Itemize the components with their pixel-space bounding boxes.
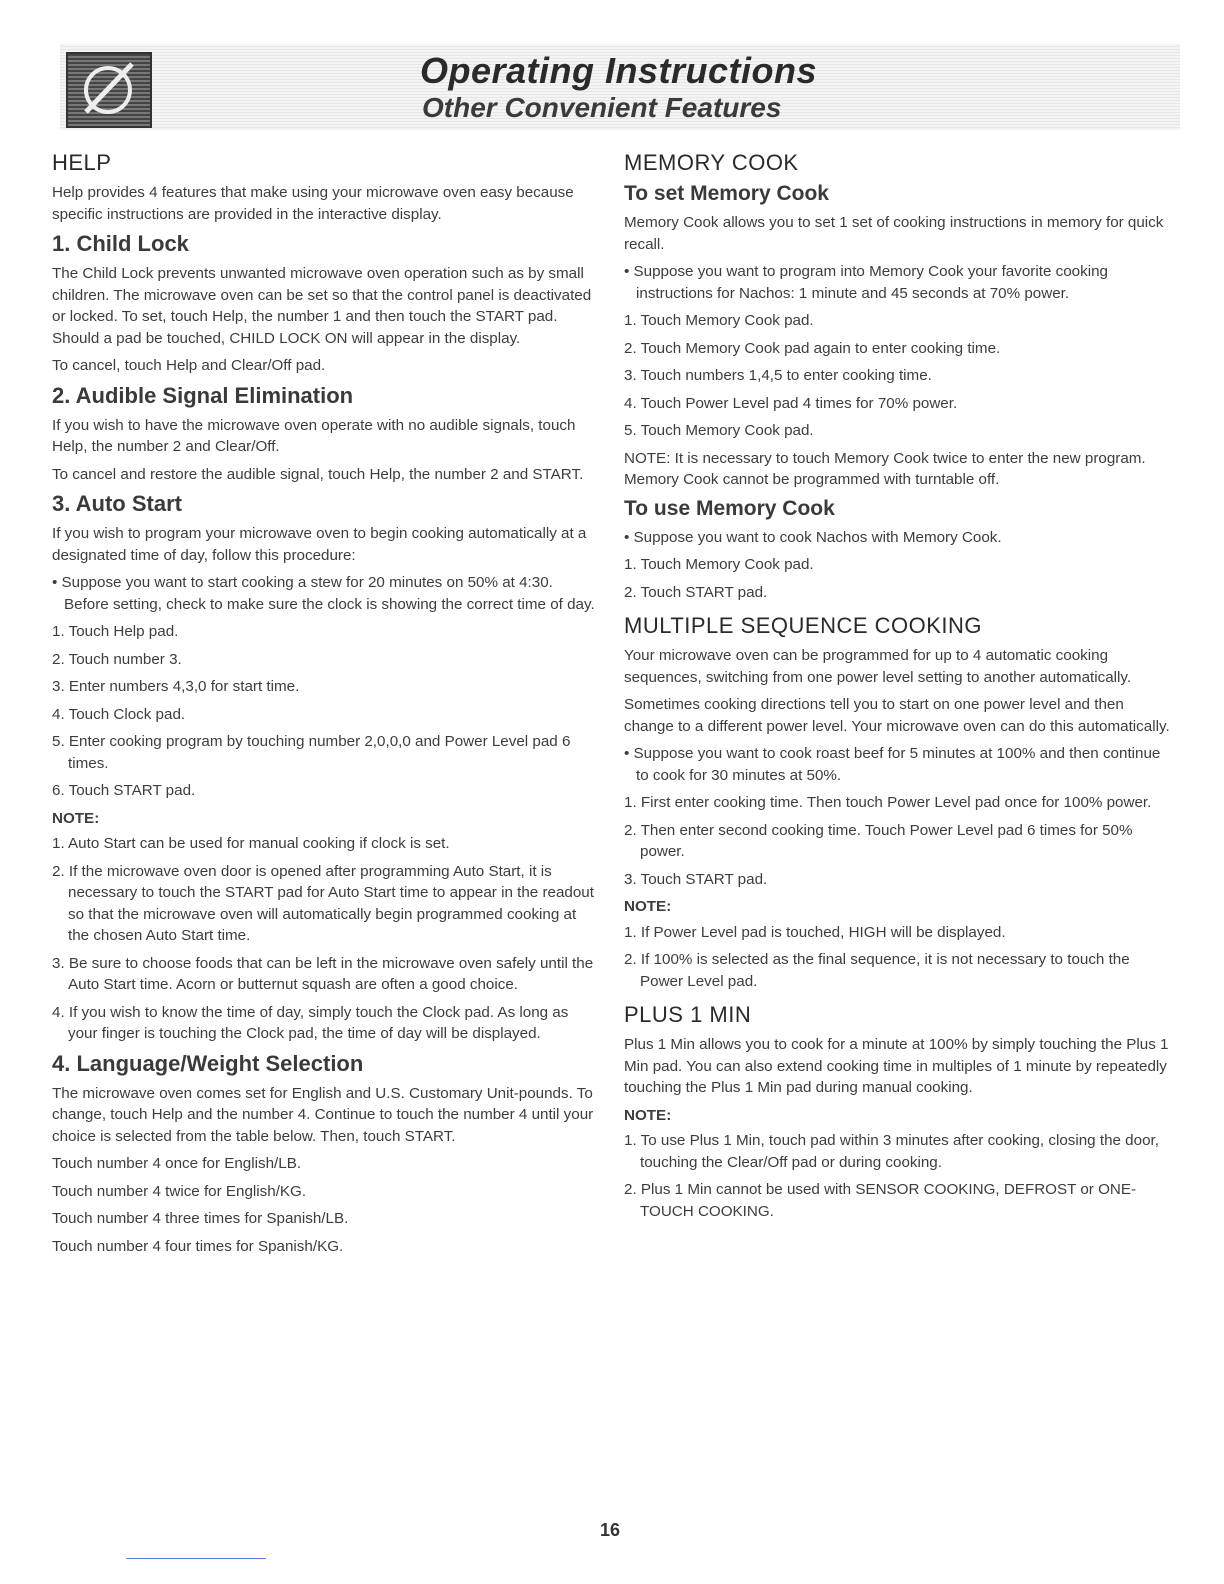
help-heading: HELP xyxy=(52,150,112,175)
list-item: 2. Touch Memory Cook pad again to enter cooking time. xyxy=(624,339,1001,357)
list-item: 3. Enter numbers 4,3,0 for start time. xyxy=(52,678,300,695)
use-memory-heading: To use Memory Cook xyxy=(624,496,835,520)
set-memory-heading: To set Memory Cook xyxy=(624,182,829,205)
note-label: NOTE: xyxy=(52,809,100,827)
child-lock-text: The Child Lock prevents unwanted microwave oven operation such as by small children. The microwave oven can be set so that the control panel is deactivated or locked. To set, touch Help, the number 1 and then touch the START pad. Should a pad be touched, CHILD LOCK ON will appear in the display. xyxy=(52,265,592,347)
plus-1-min-heading: PLUS 1 MIN xyxy=(624,1002,752,1027)
note-item: 3. Be sure to choose foods that can be left in the microwave oven safely until the Auto Start time. Acorn or butternut squash are often a good choice. xyxy=(52,954,594,993)
multiple-sequence-heading: MULTIPLE SEQUENCE COOKING xyxy=(624,613,983,638)
use-memory-example: • Suppose you want to cook Nachos with Memory Cook. xyxy=(624,528,1002,546)
multi-example: • Suppose you want to cook roast beef for 5 minutes at 100% and then continue to cook for 30 minutes at 50%. xyxy=(624,745,1161,784)
note-label: NOTE: xyxy=(624,898,672,915)
list-item: 1. Touch Help pad. xyxy=(52,623,179,640)
list-item: 2. Touch number 3. xyxy=(52,650,182,668)
language-option: Touch number 4 three times for Spanish/LB. xyxy=(52,1210,349,1227)
language-option: Touch number 4 four times for Spanish/KG. xyxy=(52,1237,344,1255)
list-item: 3. Touch numbers 1,4,5 to enter cooking time. xyxy=(624,367,932,384)
auto-start-example: • Suppose you want to start cooking a stew for 20 minutes on 50% at 4:30. Before setting, check to make sure the clock is showing the correct time of day. xyxy=(52,574,595,613)
list-item: 4. Touch Power Level pad 4 times for 70% power. xyxy=(624,394,958,412)
page-subtitle: Other Convenient Features xyxy=(422,92,782,123)
memory-cook-heading: MEMORY COOK xyxy=(624,150,799,175)
list-item: 1. Touch Memory Cook pad. xyxy=(624,556,814,573)
auto-start-intro: If you wish to program your microwave oven to begin cooking automatically at a designated time of day, follow this procedure: xyxy=(52,525,587,564)
set-memory-intro: Memory Cook allows you to set 1 set of cooking instructions in memory for quick recall. xyxy=(624,214,1164,253)
note-item: 2. Plus 1 Min cannot be used with SENSOR COOKING, DEFROST or ONE-TOUCH COOKING. xyxy=(624,1181,1137,1220)
list-item: 6. Touch START pad. xyxy=(52,782,196,799)
list-item: 2. Then enter second cooking time. Touch Power Level pad 6 times for 50% power. xyxy=(624,821,1133,860)
page-number: 16 xyxy=(600,1520,621,1540)
microwave-dish-icon xyxy=(66,52,152,128)
language-heading: 4. Language/Weight Selection xyxy=(52,1050,364,1076)
page-header xyxy=(60,44,1180,130)
multi-text-1: Your microwave oven can be programmed for up to 4 automatic cooking sequences, switching from one power level setting to another automatically. xyxy=(624,647,1132,686)
multi-text-2: Sometimes cooking directions tell you to start on one power level and then change to a different power level. Your microwave oven can do this automatically. xyxy=(624,696,1170,735)
list-item: 2. Touch START pad. xyxy=(624,583,768,601)
auto-start-heading: 3. Auto Start xyxy=(52,491,182,516)
audible-cancel: To cancel and restore the audible signal, touch Help, the number 2 and START. xyxy=(52,465,584,483)
set-memory-example: • Suppose you want to program into Memory Cook your favorite cooking instructions for Nachos: 1 minute and 45 seconds at 70% power. xyxy=(624,263,1108,302)
list-item: 1. First enter cooking time. Then touch Power Level pad once for 100% power. xyxy=(624,794,1152,811)
note-item: 1. Auto Start can be used for manual cooking if clock is set. xyxy=(52,835,450,852)
list-item: 4. Touch Clock pad. xyxy=(52,705,186,723)
right-column xyxy=(624,150,1172,1228)
audible-text: If you wish to have the microwave oven operate with no audible signals, touch Help, the number 2 and Clear/Off. xyxy=(52,416,576,455)
list-item: 5. Touch Memory Cook pad. xyxy=(624,422,814,439)
page-title: Operating Instructions xyxy=(420,50,818,91)
note-item: 1. To use Plus 1 Min, touch pad within 3 minutes after cooking, closing the door, touching the Clear/Off pad or during cooking. xyxy=(624,1132,1159,1171)
memory-note: NOTE: It is necessary to touch Memory Cook twice to enter the new program. Memory Cook cannot be programmed with turntable off. xyxy=(624,449,1146,488)
note-item: 2. If the microwave oven door is opened after programming Auto Start, it is necessary to touch the START pad for Auto Start time to appear in the readout so that the microwave oven will automatically begin programmed cooking at the chosen Auto Start time. xyxy=(52,862,594,944)
child-lock-heading: 1. Child Lock xyxy=(52,231,189,256)
footer-rule xyxy=(126,1558,266,1559)
child-lock-cancel: To cancel, touch Help and Clear/Off pad. xyxy=(52,357,326,374)
list-item: 3. Touch START pad. xyxy=(624,870,768,888)
language-option: Touch number 4 once for English/LB. xyxy=(52,1155,302,1172)
audible-heading: 2. Audible Signal Elimination xyxy=(52,382,354,408)
list-item: 1. Touch Memory Cook pad. xyxy=(624,312,814,329)
list-item: 5. Enter cooking program by touching number 2,0,0,0 and Power Level pad 6 times. xyxy=(52,733,571,772)
help-intro: Help provides 4 features that make using your microwave oven easy because specific instructions are provided in the interactive display. xyxy=(52,184,574,223)
plus-text: Plus 1 Min allows you to cook for a minute at 100% by simply touching the Plus 1 Min pad. You can also extend cooking time in multiples of 1 minute by repeatedly touching the Plus 1 Min pad during manual cooking. xyxy=(624,1036,1169,1096)
note-item: 1. If Power Level pad is touched, HIGH will be displayed. xyxy=(624,923,1006,941)
note-item: 2. If 100% is selected as the final sequence, it is not necessary to touch the Power Level pad. xyxy=(624,951,1130,990)
language-option: Touch number 4 twice for English/KG. xyxy=(52,1182,307,1200)
left-column xyxy=(52,150,600,1263)
language-text: The microwave oven comes set for English and U.S. Customary Unit-pounds. To change, touch Help and the number 4. Continue to touch the number 4 until your choice is selected from the table below. Then, touch START. xyxy=(52,1084,594,1145)
note-item: 4. If you wish to know the time of day, simply touch the Clock pad. As long as your finger is touching the Clock pad, the time of day will be displayed. xyxy=(52,1003,569,1042)
note-label: NOTE: xyxy=(624,1106,672,1124)
